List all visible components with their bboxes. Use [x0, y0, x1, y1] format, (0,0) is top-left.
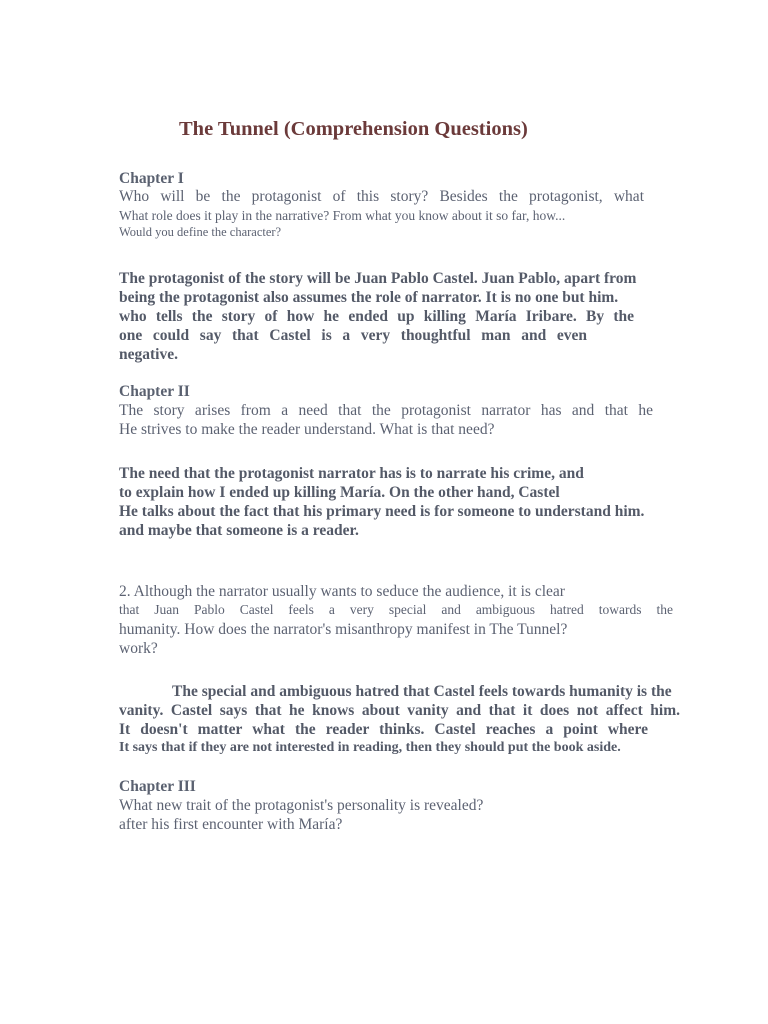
question-2-line: 2. Although the narrator usually wants to seduce the audience, it is clear — [119, 583, 565, 600]
chapter-2-answer-line: He talks about the fact that his primary need is for someone to understand him. — [119, 503, 645, 520]
question-2-line: that Juan Pablo Castel feels a very special and ambiguous hatred towards the — [119, 602, 673, 617]
chapter-2-question-line: The story arises from a need that the protagonist narrator has and that he — [119, 402, 653, 419]
chapter-2-heading: Chapter II — [119, 383, 190, 400]
question-2-line: humanity. How does the narrator's misanthropy manifest in The Tunnel? — [119, 621, 568, 638]
chapter-1-answer-line: one could say that Castel is a very thoughtful man and even — [119, 327, 587, 344]
chapter-1-answer-line: being the protagonist also assumes the role of narrator. It is no one but him. — [119, 289, 619, 306]
chapter-1-question-line: Would you define the character? — [119, 225, 282, 239]
chapter-2-question-line: He strives to make the reader understand. What is that need? — [119, 421, 495, 438]
chapter-2-answer-line: to explain how I ended up killing María. On the other hand, Castel — [119, 484, 560, 501]
answer-2-line: The special and ambiguous hatred that Castel feels towards humanity is the — [172, 683, 672, 700]
chapter-2-answer-line: The need that the protagonist narrator has is to narrate his crime, and — [119, 465, 584, 482]
answer-2-line: It doesn't matter what the reader thinks. Castel reaches a point where — [119, 721, 648, 738]
chapter-3-heading: Chapter III — [119, 778, 196, 795]
chapter-1-answer-line: negative. — [119, 346, 178, 363]
chapter-1-answer-line: who tells the story of how he ended up killing María Iribare. By the — [119, 308, 634, 325]
answer-2-line: It says that if they are not interested in reading, then they should put the book aside. — [119, 740, 621, 755]
chapter-3-question-line: What new trait of the protagonist's personality is revealed? — [119, 797, 484, 814]
answer-2-line: vanity. Castel says that he knows about vanity and that it does not affect him. — [119, 702, 680, 719]
chapter-1-answer-line: The protagonist of the story will be Juan Pablo Castel. Juan Pablo, apart from — [119, 270, 637, 287]
document-title: The Tunnel (Comprehension Questions) — [179, 118, 528, 140]
chapter-1-question-line: What role does it play in the narrative? From what you know about it so far, how... — [119, 208, 566, 223]
chapter-3-question-line: after his first encounter with María? — [119, 816, 343, 833]
question-2-line: work? — [119, 640, 158, 657]
chapter-1-question-line: Who will be the protagonist of this story? Besides the protagonist, what — [119, 188, 644, 205]
chapter-2-answer-line: and maybe that someone is a reader. — [119, 522, 359, 539]
chapter-1-heading: Chapter I — [119, 170, 184, 187]
